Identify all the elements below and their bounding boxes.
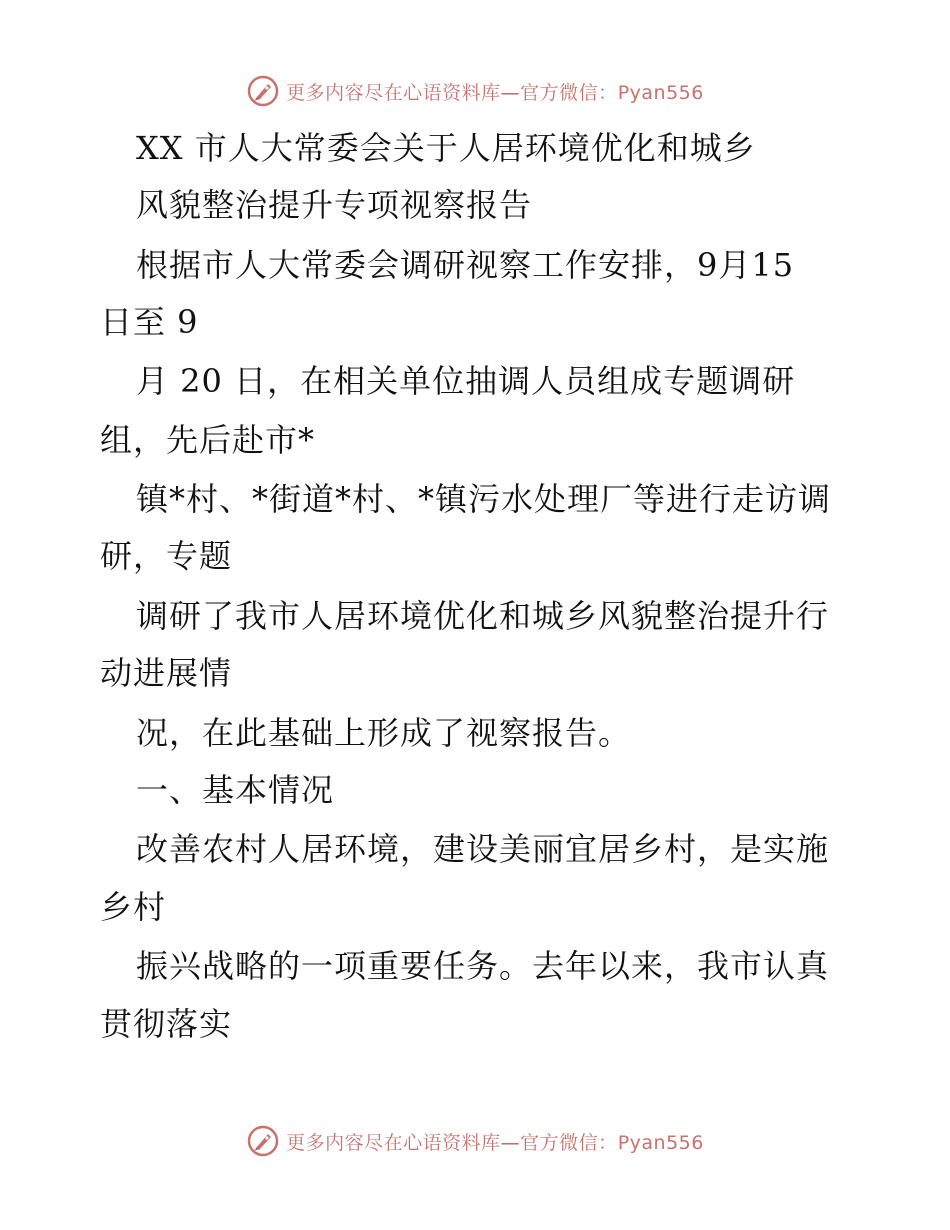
doc-text-line: 调研了我市人居环境优化和城乡风貌整治提升行: [136, 597, 830, 635]
watermark-brand: 更多内容尽在心语资料库: [286, 1131, 501, 1154]
fountain-pen-seal-icon: [246, 74, 280, 108]
watermark-dash: —: [500, 81, 521, 104]
doc-section-heading: 一、基本情况: [136, 771, 335, 809]
doc-text-line: 况，在此基础上形成了视察报告。: [136, 714, 632, 752]
doc-text-line: 贯彻落实: [100, 1005, 233, 1043]
watermark-footer: [0, 1124, 950, 1158]
doc-text-line: 根据市人大常委会调研视察工作安排，9月15: [136, 246, 795, 284]
watermark-account: Pyan556: [617, 1131, 704, 1154]
doc-text-line: 研，专题: [100, 537, 233, 575]
watermark-dash: —: [500, 1131, 521, 1154]
watermark-official: 官方微信：: [520, 81, 618, 104]
watermark-account: Pyan556: [617, 81, 704, 104]
doc-text-line: 镇*村、*街道*村、*镇污水处理厂等进行走访调: [136, 480, 832, 518]
doc-text-line: 月 20 日，在相关单位抽调人员组成专题调研: [136, 362, 796, 400]
doc-text-line: 乡村: [100, 888, 167, 926]
doc-text-line: 动进展情: [100, 654, 233, 692]
watermark-official: 官方微信：: [520, 1131, 618, 1154]
doc-title-line-2: 风貌整治提升专项视察报告: [136, 186, 533, 224]
doc-text-line: 改善农村人居环境，建设美丽宜居乡村，是实施: [136, 830, 830, 868]
fountain-pen-seal-icon: [246, 1124, 280, 1158]
watermark-text: [286, 78, 704, 105]
doc-text-line: 组，先后赴市*: [100, 421, 316, 459]
watermark-header: [0, 74, 950, 108]
doc-title-line-1: XX 市人大常委会关于人居环境优化和城乡: [136, 129, 756, 167]
watermark-text: [286, 1128, 704, 1155]
doc-text-line: 日至 9: [100, 303, 199, 341]
watermark-brand: 更多内容尽在心语资料库: [286, 81, 501, 104]
doc-text-line: 振兴战略的一项重要任务。去年以来，我市认真: [136, 947, 830, 985]
